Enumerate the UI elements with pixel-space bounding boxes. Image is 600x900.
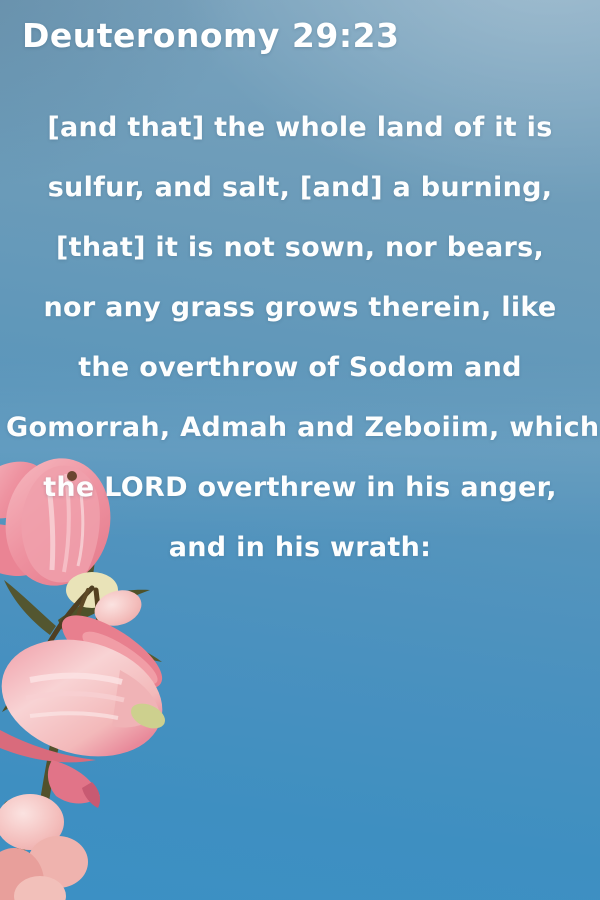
verse-line-4: nor any grass grows therein, like	[43, 292, 557, 323]
verse-line-6: Gomorrah, Admah and Zeboiim, which	[6, 412, 600, 443]
verse-line-7: the LORD overthrew in his anger,	[43, 472, 557, 503]
flower-large-petal	[0, 622, 176, 775]
verse-line-1: [and that] the whole land of it is	[47, 112, 553, 143]
verse-reference: Deuteronomy 29:23	[22, 16, 400, 55]
verse-line-8: and in his wrath:	[168, 532, 432, 563]
verse-line-5: the overthrow of Sodom and	[78, 352, 522, 383]
flower-buds	[0, 794, 88, 900]
verse-text	[6, 98, 600, 578]
flower-lower-petal	[48, 760, 100, 808]
verse-line-2: sulfur, and salt, [and] a burning,	[47, 172, 553, 203]
verse-line-3: [that] it is not sown, nor bears,	[55, 232, 545, 263]
